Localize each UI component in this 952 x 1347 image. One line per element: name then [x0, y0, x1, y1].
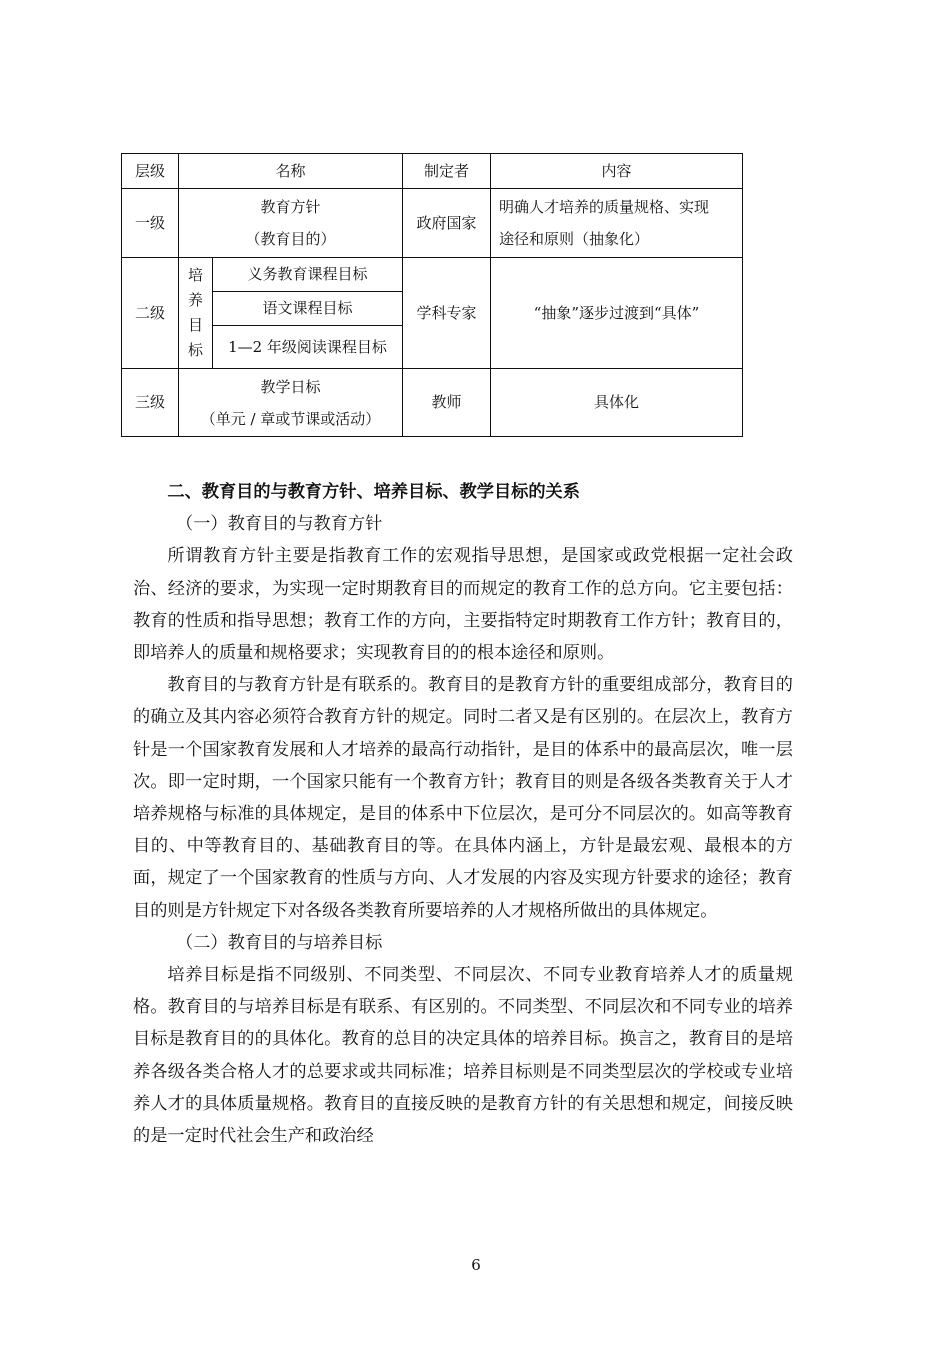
- level2-group-label: [179, 258, 213, 369]
- body-text: [133, 476, 793, 1152]
- header-maker: 制定者: [403, 154, 491, 189]
- section-heading: 二、教育目的与教育方针、培养目标、教学目标的关系: [167, 482, 580, 502]
- level3-name-line1: 教学日标: [260, 377, 321, 396]
- level1-content: [491, 189, 743, 258]
- table-row-level2a: [122, 258, 743, 292]
- level3-level: 三级: [122, 369, 179, 437]
- level3-maker: 教师: [403, 369, 491, 437]
- table-row-level3: [122, 369, 743, 437]
- header-content: 内容: [491, 154, 743, 189]
- table-row-level1: [122, 189, 743, 258]
- subsection-heading-2: （二）教育目的与培养目标: [176, 932, 383, 953]
- header-name: 名称: [179, 154, 403, 189]
- paragraph-1: 所谓教育方针主要是指教育工作的宏观指导思想，是国家或政党根据一定社会政治、经济的要求，为实现一定时期教育目的而规定的教育工作的总方向。它主要包括：教育的性质和指导思想；教育工作的方向，主要指特定时期教育工作方针；教育目的，即培养人的质量和规格要求；实现教育目的的根本途径和原则。: [133, 546, 793, 664]
- level1-content-line2: 途径和原则（抽象化）: [499, 230, 650, 248]
- subsection-heading-1: （一）教育目的与教育方针: [176, 514, 383, 535]
- level3-name-line2: （单元 / 章或节课或活动）: [200, 409, 381, 428]
- paragraph-2: 教育目的与教育方针是有联系的。教育目的是教育方针的重要组成部分，教育目的的确立及其内容必须符合教育方针的规定。同时二者又是有区别的。在层次上，教育方针是一个国家教育发展和人才培养的最高行动指针，是目的体系中的最高层次，唯一层次。即一定时期，一个国家只能有一个教育方针；教育目的则是各级各类教育关于人才培养规格与标准的具体规定，是目的体系中下位层次，是可分不同层次的。如高等教育目的、中等教育目的、基础教育目的等。在具体内涵上，方针是最宏观、最根本的方面，规定了一个国家教育的性质与方向、人才发展的内容及实现方针要求的途径；教育目的则是方针规定下对各级各类教育所要培养的人才规格所做出的具体规定。: [133, 675, 793, 921]
- level3-name: [179, 369, 403, 437]
- levels-table: [121, 153, 743, 437]
- header-level: 层级: [122, 154, 179, 189]
- level2-group-char: 养: [187, 291, 203, 309]
- level3-content: 具体化: [491, 369, 743, 437]
- level1-level: 一级: [122, 189, 179, 258]
- table-header-row: [122, 154, 743, 189]
- level1-name: [179, 189, 403, 258]
- level2-maker: 学科专家: [403, 258, 491, 369]
- level2-group-char: 标: [187, 341, 203, 359]
- level1-name-line1: 教育方针: [260, 198, 321, 216]
- level2-name-1: 义务教育课程目标: [213, 258, 403, 292]
- level2-group-char: 培: [187, 266, 203, 284]
- level2-name-2: 语文课程目标: [213, 292, 403, 326]
- level1-maker: 政府国家: [403, 189, 491, 258]
- level1-name-line2: （教育目的）: [245, 230, 336, 248]
- level2-content: “抽象”逐步过渡到“具体”: [491, 258, 743, 369]
- paragraph-3: 培养目标是指不同级别、不同类型、不同层次、不同专业教育培养人才的质量规格。教育目的与培养目标是有联系、有区别的。不同类型、不同层次和不同专业的培养目标是教育目的的具体化。教育的总目的决定具体的培养目标。换言之，教育目的是培养各级各类合格人才的总要求或共同标准；培养目标则是不同类型层次的学校或专业培养人才的具体质量规格。教育目的直接反映的是教育方针的有关思想和规定，间接反映的是一定时代社会生产和政治经: [133, 965, 793, 1147]
- level2-level: 二级: [122, 258, 179, 369]
- page-number: 6: [471, 1256, 481, 1274]
- level2-name-3: 1—2 年级阅读课程目标: [213, 326, 403, 369]
- level2-group-char: 目: [187, 316, 203, 334]
- level1-content-line1: 明确人才培养的质量规格、实现: [499, 198, 710, 216]
